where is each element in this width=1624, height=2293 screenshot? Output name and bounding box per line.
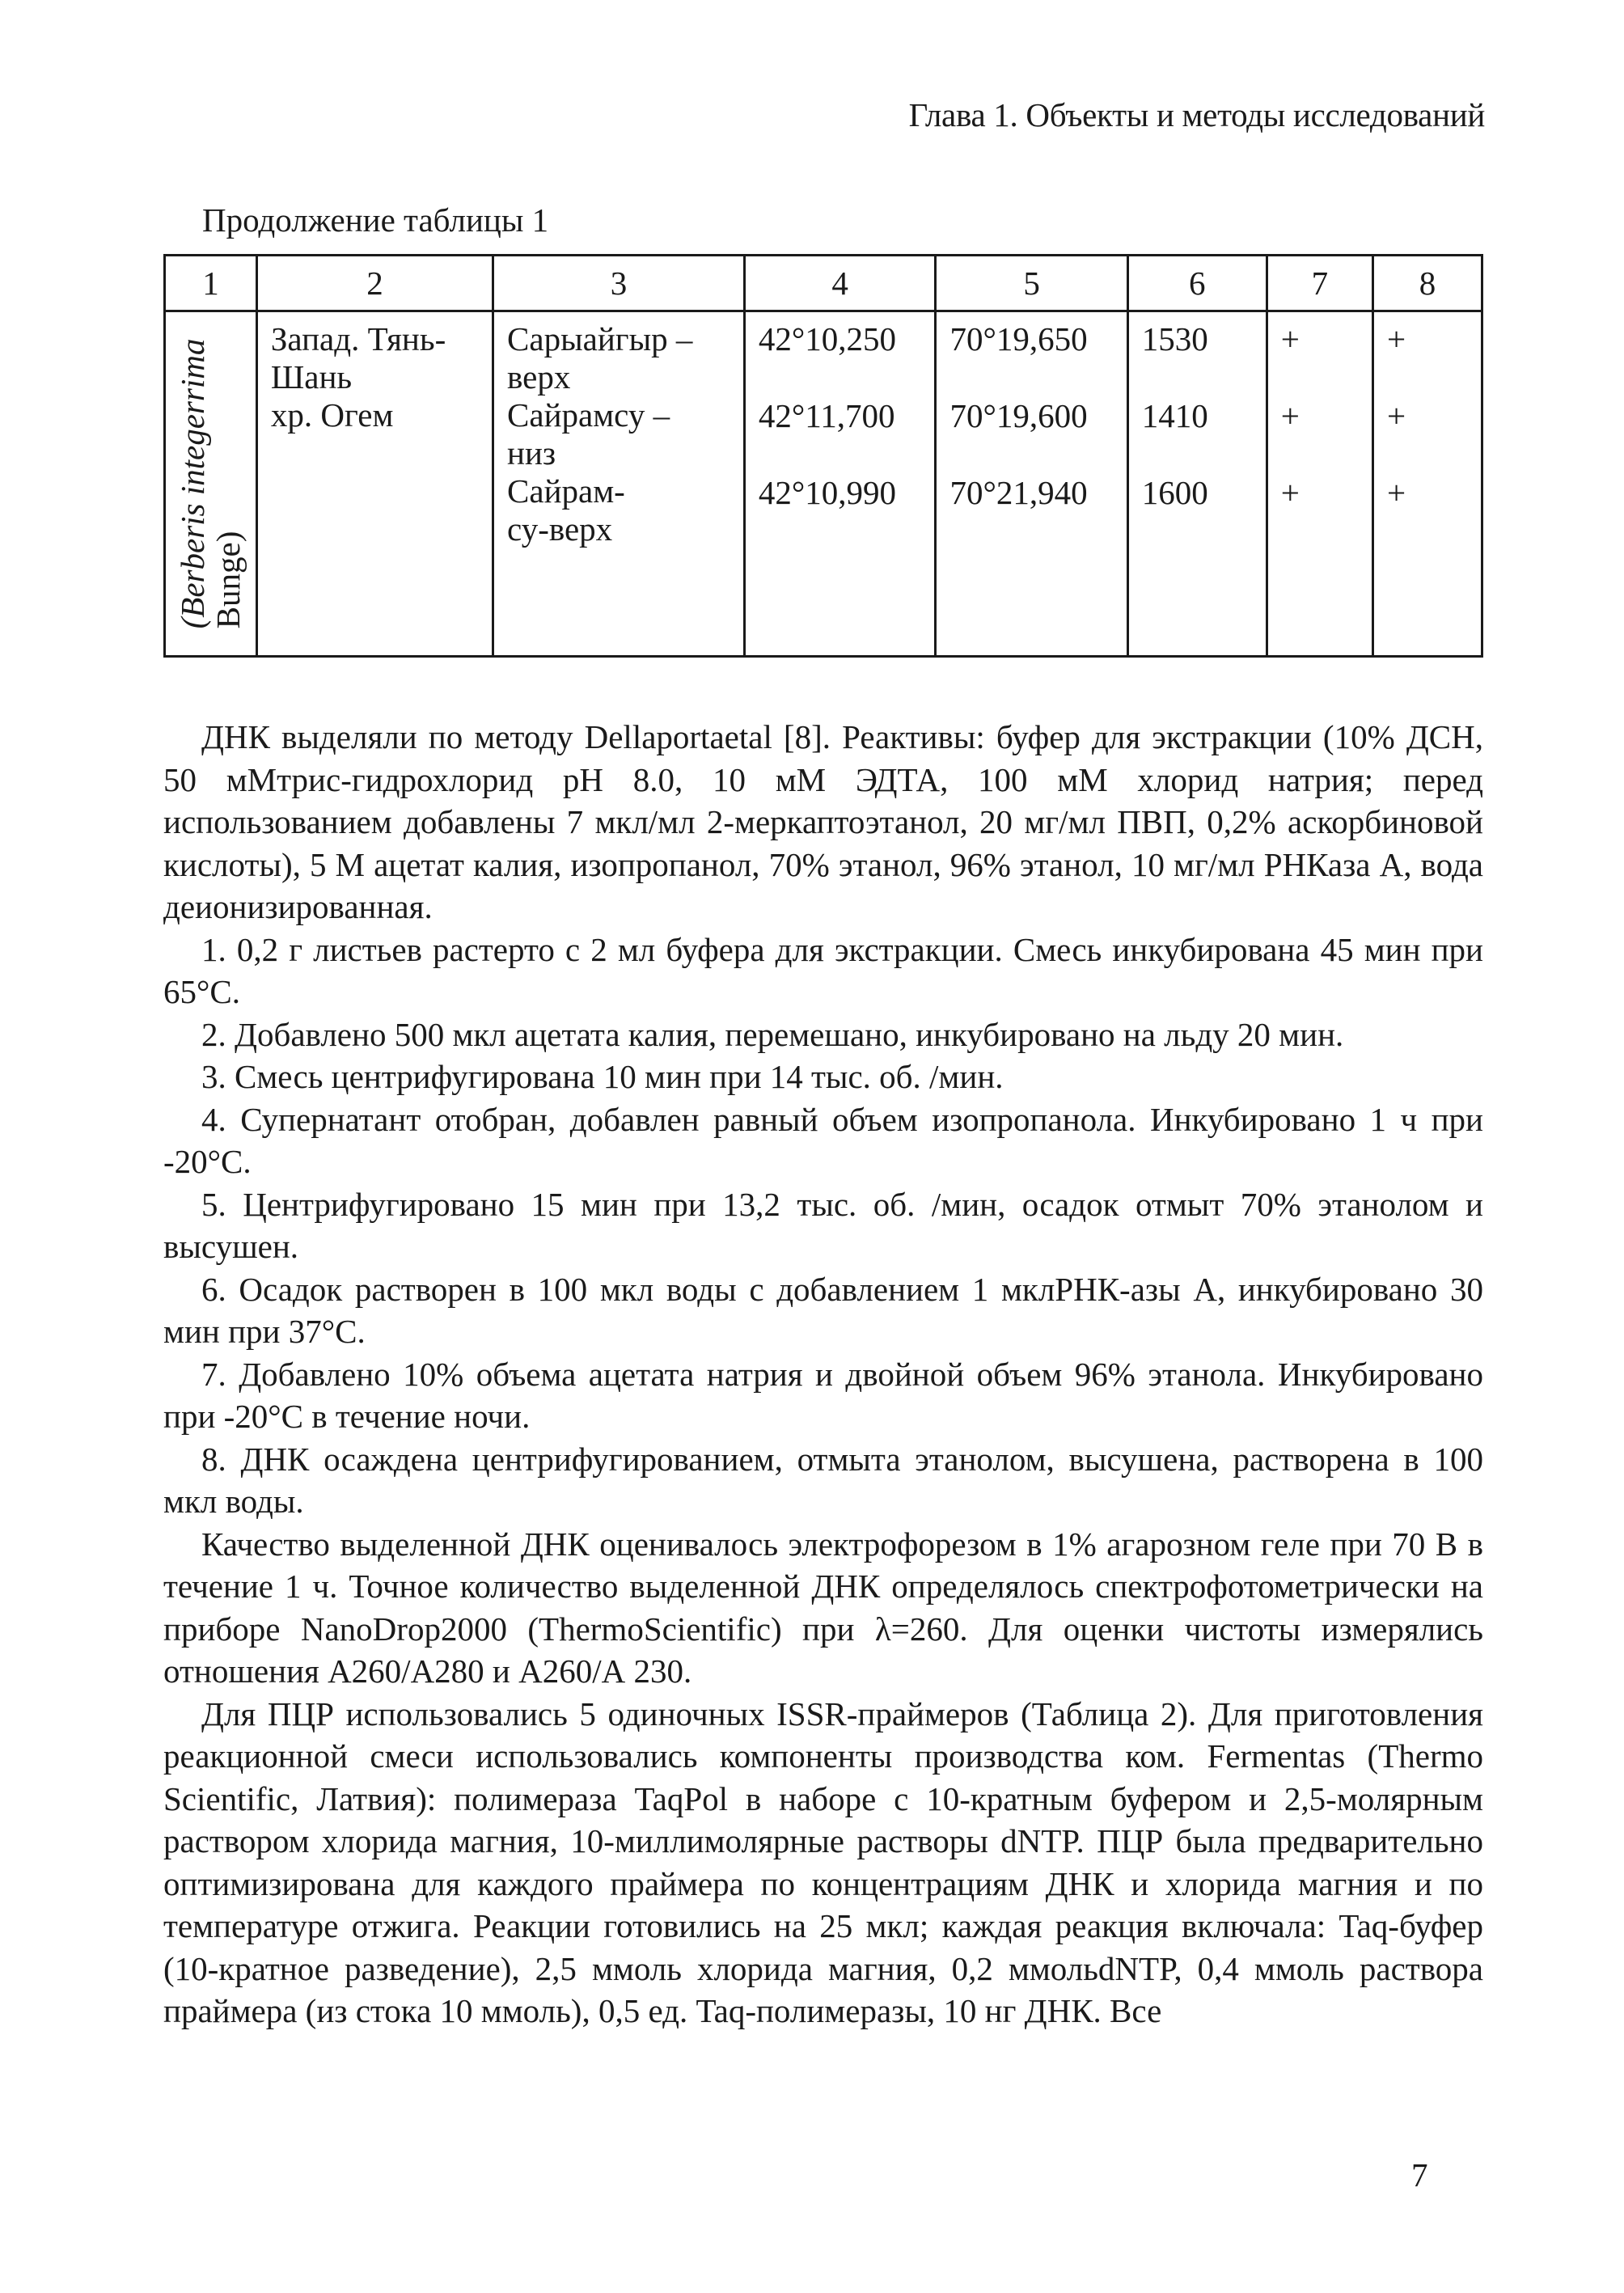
site-line: верх: [507, 358, 571, 396]
site-line: низ: [507, 434, 556, 472]
site-line: су-верх: [507, 510, 613, 548]
sample-sites-table: [163, 254, 1483, 658]
site-line: Сайрамсу –: [507, 396, 670, 434]
altitude-value: 1530: [1141, 320, 1208, 357]
protocol-step: 2. Добавлено 500 мкл ацетата калия, перемешано, инкубировано на льду 20 мин.: [201, 1015, 1344, 1053]
longitude-value: 70°19,650: [949, 320, 1088, 357]
page-number: 7: [1411, 2156, 1428, 2194]
column-number: 5: [936, 256, 1127, 311]
altitude-value: 1410: [1141, 397, 1208, 434]
column-number: 2: [256, 256, 493, 311]
site-line: Сарыайгыр –: [507, 320, 693, 357]
region-line: Запад. Тянь-: [270, 320, 446, 357]
table-header-row: [165, 256, 1482, 311]
species-name: [175, 339, 246, 629]
site-line: Сайрам-: [507, 472, 625, 510]
paragraph-quality: Качество выделенной ДНК оценивалось электрофорезом в 1% агарозном геле при 70 В в течение 1 ч. Точное количество выделенной ДНК определялось спектрофотометрически на приборе NanoDrop2000 (ThermoScientific) при λ=260. Для оценки чистоты измерялись отношения А260/А280 и А260/А 230.: [163, 1525, 1483, 1690]
presence-mark: +: [1386, 397, 1406, 434]
latitude-cell: [744, 311, 936, 657]
protocol-step: 1. 0,2 г листьев растерто с 2 мл буфера для экстракции. Смесь инкубирована 45 мин при 65°С.: [163, 930, 1483, 1010]
species-author: Bunge): [209, 531, 247, 629]
paragraph-reagents: ДНК выделяли по методу Dellaportaetal [8]. Реактивы: буфер для экстракции (10% ДСН, 50 мМтрис-гидрохлорид рН 8.0, 10 мМ ЭДТА, 100 мМ хлорид натрия; перед использованием добавлены 7 мкл/мл 2-меркаптоэтанол, 20 мг/мл ПВП, 0,2% аскорбиновой кислоты), 5 М ацетат калия, изопропанол, 70% этанол, 96% этанол, 10 мг/мл РНКаза А, вода деионизированная.: [163, 718, 1483, 925]
protocol-step: 3. Смесь центрифугирована 10 мин при 14 тыс. об. /мин.: [201, 1058, 1004, 1095]
presence-mark: +: [1386, 320, 1406, 357]
region-line: хр. Огем: [270, 396, 394, 434]
column-number: 8: [1372, 256, 1482, 311]
altitude-cell: [1127, 311, 1267, 657]
presence-mark: +: [1280, 397, 1300, 434]
protocol-step: 7. Добавлено 10% объема ацетата натрия и двойной объем 96% этанола. Инкубировано при -20°С в течение ночи.: [163, 1355, 1483, 1435]
protocol-step: 6. Осадок растворен в 100 мкл воды с добавлением 1 мклРНК-азы А, инкубировано 30 мин при 37°С.: [163, 1270, 1483, 1350]
column-number: 6: [1127, 256, 1267, 311]
protocol-step: 4. Супернатант отобран, добавлен равный объем изопропанола. Инкубировано 1 ч при -20°С.: [163, 1100, 1483, 1180]
longitude-value: 70°19,600: [949, 397, 1088, 434]
region-cell: [256, 311, 493, 657]
latitude-value: 42°11,700: [758, 397, 895, 434]
column-number: 1: [165, 256, 257, 311]
presence-mark: +: [1386, 474, 1406, 511]
presence-mark: +: [1280, 474, 1300, 511]
region-line: Шань: [270, 358, 353, 396]
column8-cell: [1372, 311, 1482, 657]
altitude-value: 1600: [1141, 474, 1208, 511]
column-number: 4: [744, 256, 936, 311]
table-caption: Продолжение таблицы 1: [202, 201, 549, 239]
latitude-value: 42°10,990: [758, 474, 897, 511]
longitude-cell: [936, 311, 1127, 657]
presence-mark: +: [1280, 320, 1300, 357]
protocol-step: 8. ДНК осаждена центрифугированием, отмыта этанолом, высушена, растворена в 100 мкл воды.: [163, 1440, 1483, 1520]
column7-cell: [1267, 311, 1372, 657]
species-latin: (Berberis integerrima: [174, 338, 212, 629]
latitude-value: 42°10,250: [758, 320, 897, 357]
body-text: [163, 716, 1483, 2033]
species-cell: [165, 311, 257, 657]
table-row: [165, 311, 1482, 657]
running-header: Глава 1. Объекты и методы исследований: [908, 96, 1485, 133]
paragraph-pcr: Для ПЦР использовались 5 одиночных ISSR-праймеров (Таблица 2). Для приготовления реакционной смеси использовались компоненты производства ком. Fermentas (Thermo Scientific, Латвия): полимераза TaqPol в наборе с 10-кратным буфером и 2,5-молярным раствором хлорида магния, 10-миллимолярные растворы dNTP. ПЦР была предварительно оптимизирована для каждого праймера по концентрациям ДНК и хлорида магния и по температуре отжига. Реакции готовились на 25 мкл; каждая реакция включала: Taq-буфер (10-кратное разведение), 2,5 ммоль хлорида магния, 0,2 ммольdNTP, 0,4 ммоль раствора праймера (из стока 10 ммоль), 0,5 ед. Taq-полимеразы, 10 нг ДНК. Все: [163, 1694, 1483, 2029]
column-number: 7: [1267, 256, 1372, 311]
longitude-value: 70°21,940: [949, 474, 1088, 511]
protocol-step: 5. Центрифугировано 15 мин при 13,2 тыс. об. /мин, осадок отмыт 70% этанолом и высушен.: [163, 1185, 1483, 1265]
column-number: 3: [493, 256, 745, 311]
site-cell: [493, 311, 745, 657]
